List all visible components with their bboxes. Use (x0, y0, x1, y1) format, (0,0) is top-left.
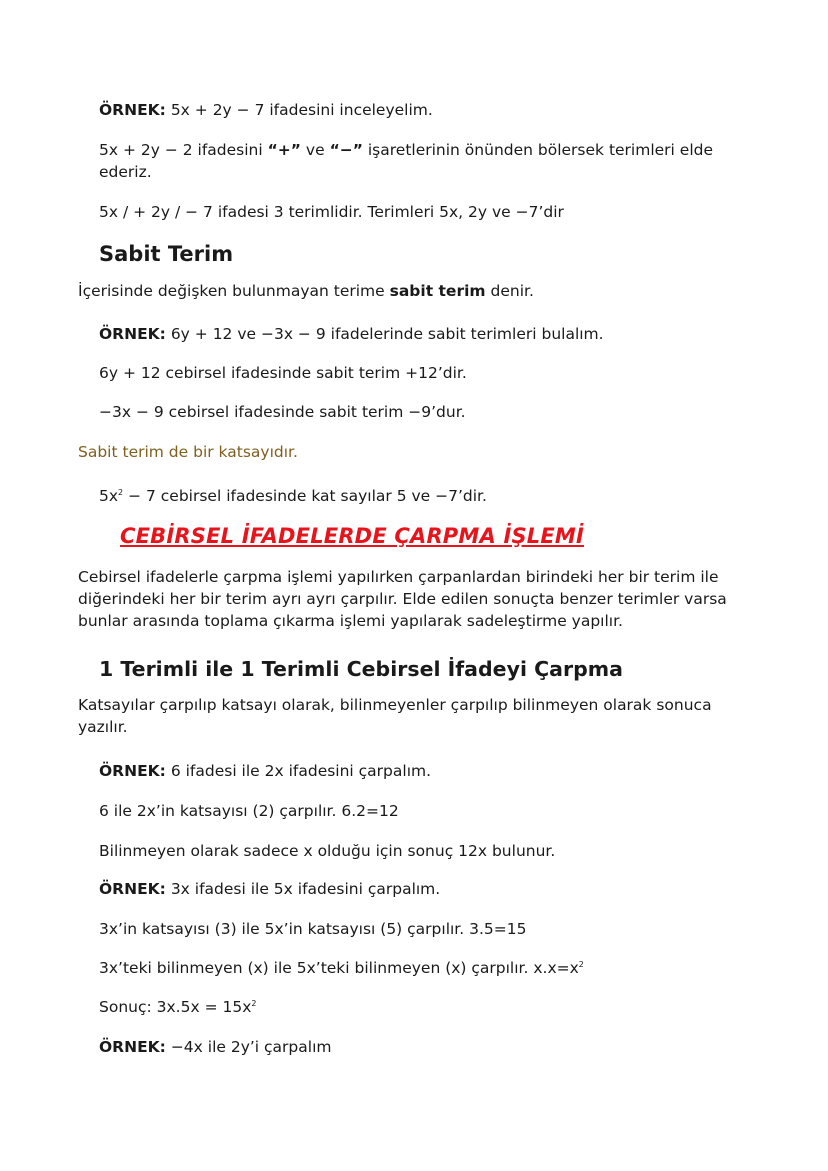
example-1-line: ÖRNEK: 5x + 2y − 7 ifadesini inceleyelim. (99, 101, 433, 119)
carpma-example-2-step-2: 3x’teki bilinmeyen (x) ile 5x’teki bilinmeyen (x) çarpılır. $x.x=x^2$ (99, 959, 584, 977)
sabit-example-answer-1: 6y + 12 cebirsel ifadesinde sabit terim +12’dir. (99, 364, 467, 382)
carpma-example-2-result: Sonuç: $3x.5x = 15x^2$ (99, 998, 257, 1016)
example-label: ÖRNEK: (99, 1038, 166, 1056)
example-1-explanation: 5x + 2y − 2 ifadesini “+” ve “−” işaretlerinin önünden bölersek terimleri elde ederiz. (99, 141, 713, 181)
example-label: ÖRNEK: (99, 101, 166, 119)
heading-sabit-terim: Sabit Terim (99, 242, 234, 266)
example-label: ÖRNEK: (99, 325, 166, 343)
carpma-example-3: ÖRNEK: −4x ile 2y’i çarpalım (99, 1038, 332, 1056)
sabit-terim-definition: İçerisinde değişken bulunmayan terime sabit terim denir. (78, 282, 534, 300)
heading-1-terimli: 1 Terimli ile 1 Terimli Cebirsel İfadeyi Çarpma (99, 657, 623, 681)
sabit-example-answer-2: −3x − 9 cebirsel ifadesinde sabit terim −9’dur. (99, 403, 466, 421)
carpma-example-1: ÖRNEK: 6 ifadesi ile 2x ifadesini çarpalım. (99, 762, 432, 780)
carpma-example-1-step-1: 6 ile 2x’in katsayısı (2) çarpılır. 6.2=12 (99, 802, 399, 820)
sabit-terim-note: Sabit terim de bir katsayıdır. (78, 443, 298, 461)
carpma-paragraph: Cebirsel ifadelerle çarpma işlemi yapılırken çarpanlardan birindeki her bir terim ile diğerindeki her bir terim ayrı ayrı çarpılır. Elde edilen sonuçta benzer terimler varsa bunlar arasında toplama çıkarma işlemi yapılarak sadeleştirme yapılır. (78, 568, 727, 630)
carpma-example-1-step-2: Bilinmeyen olarak sadece x olduğu için sonuç 12x bulunur. (99, 842, 556, 860)
carpma-example-2: ÖRNEK: 3x ifadesi ile 5x ifadesini çarpalım. (99, 880, 441, 898)
katsayi-example: $5x^2 - 7$ cebirsel ifadesinde kat sayılar 5 ve −7’dir. (99, 487, 487, 505)
example-label: ÖRNEK: (99, 880, 166, 898)
katsayilar-paragraph: Katsayılar çarpılıp katsayı olarak, bilinmeyenler çarpılıp bilinmeyen olarak sonuca yazılır. (78, 696, 712, 736)
sabit-example-line: ÖRNEK: 6y + 12 ve −3x − 9 ifadelerinde sabit terimleri bulalım. (99, 325, 604, 343)
carpma-example-2-step-1: 3x’in katsayısı (3) ile 5x’in katsayısı (5) çarpılır. 3.5=15 (99, 920, 527, 938)
example-1-terms: 5x / + 2y / − 7 ifadesi 3 terimlidir. Terimleri 5x, 2y ve −7’dir (99, 203, 564, 221)
example-label: ÖRNEK: (99, 762, 166, 780)
section-title-carpma: CEBİRSEL İFADELERDE ÇARPMA İŞLEMİ (120, 524, 585, 548)
